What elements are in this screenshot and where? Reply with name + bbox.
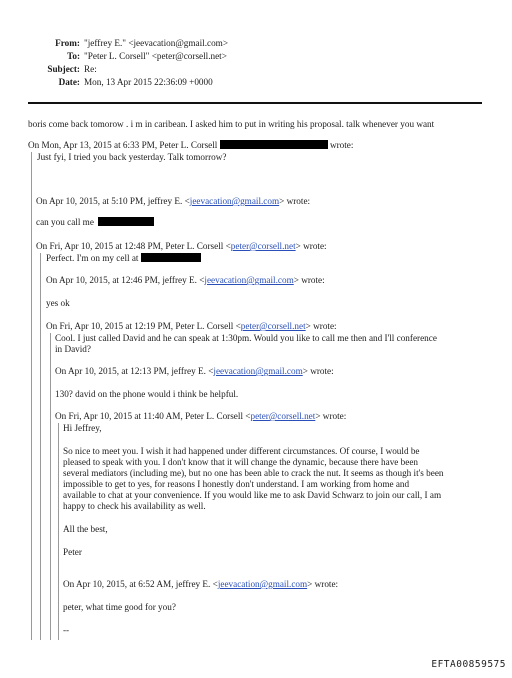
quote-header-text: On Fri, Apr 10, 2015 at 12:19 PM, Peter L. Corsell <	[46, 321, 241, 331]
quote-header	[36, 241, 327, 252]
quote-header-wrote: wrote:	[329, 140, 354, 150]
to-value: "Peter L. Corsell" <peter@corsell.net>	[84, 51, 227, 61]
paragraph-line: So nice to meet you. I wish it had happened under different circumstances. Of course, I would be	[63, 446, 420, 456]
paragraph-line: available to chat at your convenience. If you would like me to ask David Schwarz to join our call, I am	[63, 490, 442, 500]
quote-header	[55, 366, 334, 377]
paragraph-line: several mediators (including me), but no one has been able to crack the nut. It seems as though it's been	[63, 468, 444, 478]
quote-header-wrote: > wrote:	[302, 366, 334, 376]
quote-text: peter, what time good for you?	[63, 602, 176, 612]
quote-text	[36, 217, 154, 228]
from-value: "jeffrey E." <jeevacation@gmail.com>	[84, 38, 229, 48]
email-link[interactable]: peter@corsell.net	[230, 241, 296, 251]
date-value: Mon, 13 Apr 2015 22:36:09 +0000	[84, 77, 213, 87]
paragraph-line: impossible to get to yes, for reasons I honestly don't understand. I am working from home and	[63, 479, 410, 489]
quote-text: in David?	[55, 344, 91, 354]
quote-text-line: can you call me	[36, 217, 94, 227]
paragraph-line: happy to check his availability as well.	[63, 501, 206, 511]
quote-text: yes ok	[46, 298, 70, 308]
quote-header	[46, 321, 337, 332]
quote-header-text: On Apr 10, 2015, at 5:10 PM, jeffrey E. <	[36, 196, 190, 206]
quote-bar	[50, 333, 51, 640]
quote-header	[55, 411, 346, 422]
redaction-box	[141, 253, 201, 262]
paragraph-line: pleased to speak with you. I don't know that it will change the dynamic, because there have been	[63, 457, 419, 467]
header-divider	[28, 102, 482, 104]
quote-text-line: Perfect. I'm on my cell at	[46, 253, 139, 263]
date-label: Date:	[58, 77, 80, 87]
quote-bar	[40, 253, 41, 640]
quote-header	[36, 196, 310, 207]
from-label: From:	[55, 38, 80, 48]
subject-value: Re:	[84, 64, 97, 74]
quote-header-text: On Mon, Apr 13, 2015 at 6:33 PM, Peter L. Corsell	[28, 140, 218, 150]
email-link[interactable]: peter@corsell.net	[240, 321, 306, 331]
email-link[interactable]: peter@corsell.net	[250, 411, 316, 421]
quote-header-text: On Fri, Apr 10, 2015 at 11:40 AM, Peter L. Corsell <	[55, 411, 251, 421]
quote-header-wrote: > wrote:	[295, 241, 327, 251]
quote-text: Just fyi, I tried you back yesterday. Talk tomorrow?	[37, 152, 227, 162]
quote-header-wrote: > wrote:	[305, 321, 337, 331]
quote-header	[46, 275, 325, 286]
quote-header-text: On Apr 10, 2015, at 12:46 PM, jeffrey E. <	[46, 275, 205, 285]
email-link[interactable]: jeevacation@gmail.com	[217, 579, 308, 589]
quote-header-wrote: > wrote:	[315, 411, 347, 421]
redaction-box	[220, 140, 328, 149]
quote-bar	[58, 423, 59, 640]
greeting: Hi Jeffrey,	[63, 423, 102, 433]
quote-header-wrote: > wrote:	[279, 196, 311, 206]
quote-text: Cool. I just called David and he can speak at 1:30pm. Would you like to call me then and I'll conference	[55, 333, 437, 343]
quote-header-text: On Fri, Apr 10, 2015 at 12:48 PM, Peter L. Corsell <	[36, 241, 231, 251]
signature-separator: --	[63, 625, 70, 635]
quote-header-text: On Apr 10, 2015, at 6:52 AM, jeffrey E. <	[63, 579, 218, 589]
quote-text	[46, 253, 201, 264]
quote-text: 130? david on the phone would i think be helpful.	[55, 389, 239, 399]
quote-header	[28, 140, 353, 151]
quote-header	[63, 579, 338, 590]
email-link[interactable]: jeevacation@gmail.com	[189, 196, 280, 206]
email-link[interactable]: jeevacation@gmail.com	[204, 275, 294, 285]
to-label: To:	[67, 51, 80, 61]
quote-header-wrote: > wrote:	[293, 275, 325, 285]
redaction-box	[98, 217, 154, 226]
subject-label: Subject:	[47, 64, 80, 74]
document-id: EFTA00859575	[431, 659, 506, 670]
signature-name: Peter	[63, 547, 82, 557]
closing: All the best,	[63, 524, 108, 534]
quote-header-text: On Apr 10, 2015, at 12:13 PM, jeffrey E. <	[55, 366, 214, 376]
quote-header-wrote: > wrote:	[307, 579, 339, 589]
reply-line: boris come back tomorow . i m in caribean. I asked him to put in writing his proposal. talk whenever you want	[28, 119, 435, 129]
quote-bar	[31, 152, 32, 640]
email-link[interactable]: jeevacation@gmail.com	[213, 366, 303, 376]
